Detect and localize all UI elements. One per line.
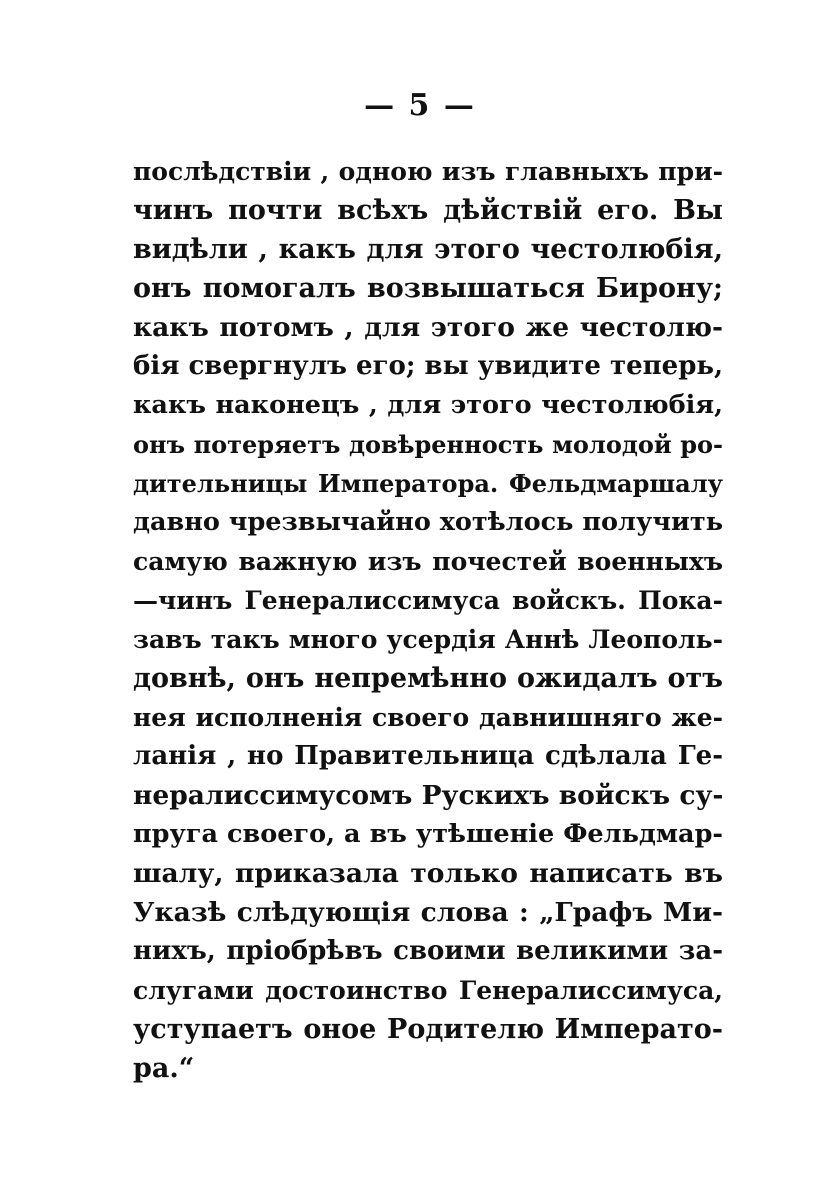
- page-number: — 5 —: [364, 88, 476, 123]
- text-line: какъ потомъ , для этого же честолю-: [133, 312, 723, 343]
- text-line: бія свергнулъ его; вы увидите теперь,: [133, 351, 724, 381]
- text-line: завъ такъ много усердія Аннѣ Леополь-: [133, 625, 723, 654]
- text-line: ланія , но Правительница сдѣлала Ге-: [133, 741, 723, 771]
- body-text: [133, 152, 723, 1088]
- text-line: нея исполненія своего давнишняго же-: [133, 703, 723, 732]
- text-line: онъ помогалъ возвышаться Бирону;: [133, 273, 723, 304]
- text-line: довнѣ, онъ непремѣнно ожидалъ отъ: [133, 663, 723, 694]
- text-line: какъ наконецъ , для этого честолюбія,: [133, 390, 723, 420]
- text-line: ра.“: [133, 1053, 195, 1084]
- text-line: Указѣ слѣдующія слова : „Графъ Ми-: [133, 897, 723, 928]
- text-line: пруга своего, а въ утѣшеніе Фельдмар-: [133, 819, 723, 849]
- text-line: слугами достоинство Генералиссимуса,: [133, 976, 723, 1005]
- text-line: онъ потеряетъ довѣренность молодой ро-: [133, 430, 723, 459]
- text-line: шалу, приказала только написать въ: [133, 858, 723, 889]
- text-line: дительницы Императора. Фельдмаршалу: [133, 469, 723, 498]
- text-line: нералиссимусомъ Рускихъ войскъ су-: [133, 780, 724, 811]
- text-line: видѣли , какъ для этого честолюбія,: [133, 234, 723, 265]
- text-line: уступаетъ оное Родителю Императо-: [133, 1014, 723, 1045]
- text-line: послѣдствіи , одною изъ главныхъ при-: [133, 157, 723, 186]
- text-line: самую важную изъ почестей военныхъ: [133, 547, 723, 576]
- text-line: чинъ почти всѣхъ дѣйствій его. Вы: [133, 195, 723, 226]
- text-line: нихъ, пріобрѣвъ своими великими за-: [133, 936, 723, 966]
- text-line: давно чрезвычайно хотѣлось получить: [133, 507, 724, 537]
- text-line: —чинъ Генералиссимуса войскъ. Пока-: [133, 586, 723, 615]
